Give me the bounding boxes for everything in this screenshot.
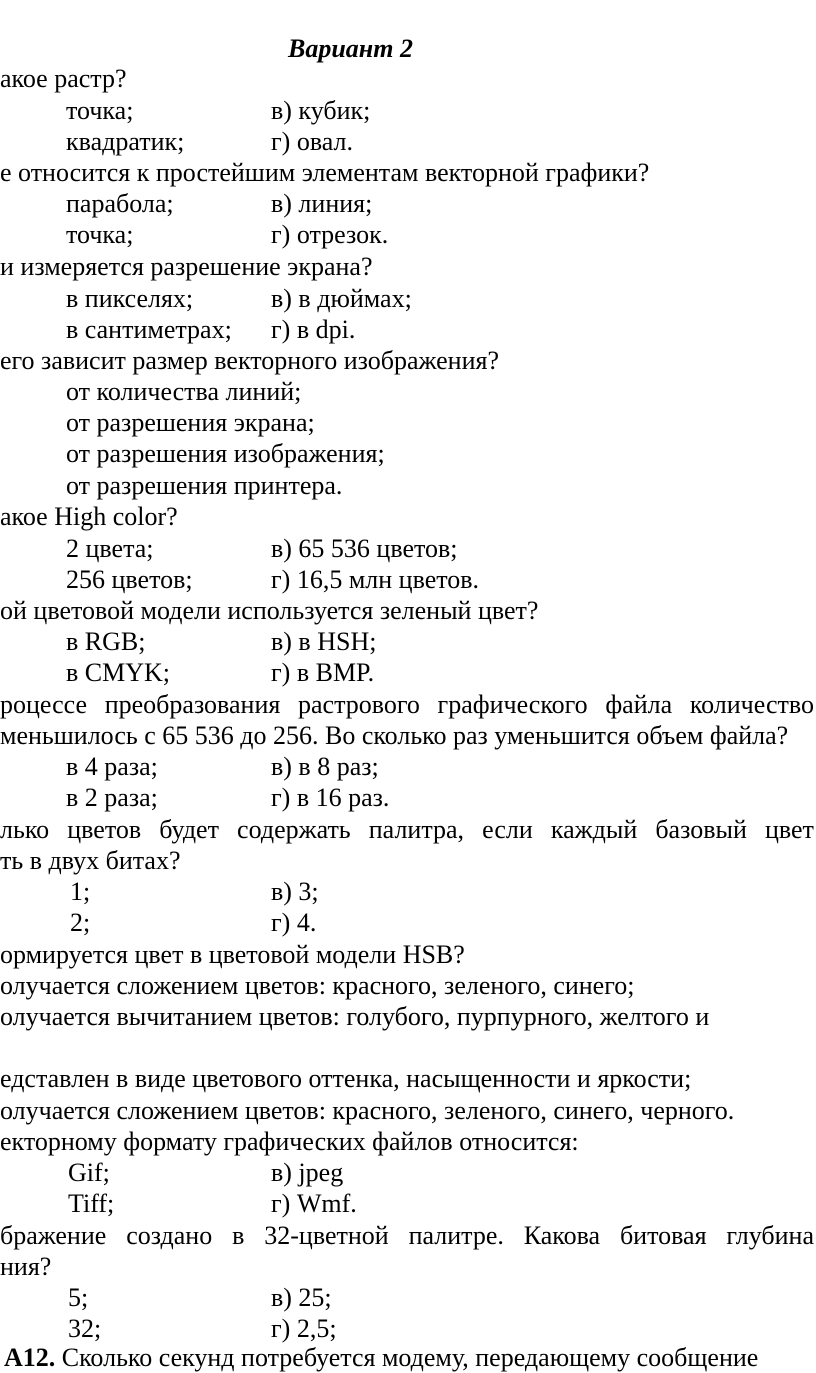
word: цвет (764, 815, 814, 844)
option-b: в сантиметрах; (66, 315, 232, 344)
word: роцессе (0, 690, 88, 719)
option-c: в) в 8 раз; (271, 752, 379, 781)
question-11-line-2: ния? (0, 1252, 52, 1281)
question-11-line-1 (0, 1221, 814, 1251)
option-b: 32; (68, 1314, 102, 1343)
word: содержать (237, 815, 351, 844)
word: если (482, 815, 533, 844)
option-d: г) в 16 раз. (271, 783, 390, 812)
page-title: Вариант 2 (288, 34, 413, 63)
question-12-number: А12. (4, 1343, 56, 1372)
option-a: точка; (66, 96, 134, 125)
word: Какова (523, 1221, 601, 1250)
option-a: 2 цвета; (66, 534, 154, 563)
option-c: в) линия; (271, 189, 373, 218)
option-b: 2; (70, 908, 91, 937)
word: создано (126, 1221, 213, 1250)
option-c: в) в дюймах; (271, 284, 412, 313)
question-1: акое растр? (0, 64, 127, 93)
question-8-line-1 (0, 815, 814, 845)
question-7-line-1 (0, 690, 814, 720)
option-c: едставлен в виде цветового оттенка, насыщенности и яркости; (0, 1064, 692, 1093)
option-c: в) 65 536 цветов; (271, 534, 458, 563)
option-c: от разрешения изображения; (66, 439, 385, 468)
question-5: акое High color? (0, 502, 178, 531)
option-b: олучается вычитанием цветов: голубого, пурпурного, желтого и (0, 1002, 710, 1031)
option-b: в 2 раза; (66, 783, 158, 812)
option-d: от разрешения принтера. (66, 471, 343, 500)
word: 32-цветной (264, 1221, 389, 1250)
option-b: 256 цветов; (66, 565, 193, 594)
question-6: ой цветовой модели используется зеленый цвет? (0, 596, 539, 625)
question-4: его зависит размер векторного изображения? (0, 346, 500, 375)
question-9: ормируется цвет в цветовой модели HSB? (0, 940, 465, 969)
option-d: олучается сложением цветов: красного, зеленого, синего, черного. (0, 1096, 735, 1125)
option-c: в) 3; (271, 877, 319, 906)
word: файла (605, 690, 673, 719)
question-12 (4, 1343, 758, 1373)
option-d: г) в dpi. (271, 315, 356, 344)
option-a: 5; (68, 1283, 89, 1312)
option-a: 1; (70, 877, 91, 906)
question-3: и измеряется разрешение экрана? (0, 252, 373, 281)
word: битовая (619, 1221, 707, 1250)
option-a: олучается сложением цветов: красного, зеленого, синего; (0, 971, 635, 1000)
word: палитра, (368, 815, 465, 844)
option-a: от количества линий; (66, 377, 302, 406)
word: бражение (0, 1221, 107, 1250)
word: графического (437, 690, 588, 719)
option-d: г) отрезок. (271, 220, 389, 249)
question-12-text: Сколько секунд потребуется модему, передающему сообщение (55, 1343, 759, 1372)
option-a: Gif; (68, 1158, 110, 1187)
option-b: квадратик; (66, 127, 185, 156)
option-b: Tiff; (68, 1189, 115, 1218)
option-d: г) овал. (271, 127, 353, 156)
word: лько (0, 815, 50, 844)
word: преобразования (104, 690, 281, 719)
word: глубина (726, 1221, 814, 1250)
option-d: г) в BMP. (271, 658, 375, 687)
question-2: е относится к простейшим элементам векторной графики? (0, 158, 650, 187)
option-c: в) кубик; (271, 96, 371, 125)
option-c: в) jpeg (271, 1158, 344, 1187)
option-d: г) 4. (271, 908, 317, 937)
option-a: в 4 раза; (66, 752, 158, 781)
word: в (232, 1221, 245, 1250)
option-d: г) 2,5; (271, 1314, 337, 1343)
option-d: г) 16,5 млн цветов. (271, 565, 480, 594)
option-a: в пикселях; (66, 284, 194, 313)
option-b: от разрешения экрана; (66, 408, 315, 437)
word: базовый (655, 815, 747, 844)
question-7-line-2: меньшилось с 65 536 до 256. Во сколько раз уменьшится объем файла? (0, 721, 789, 750)
option-d: г) Wmf. (271, 1189, 357, 1218)
word: палитре. (408, 1221, 504, 1250)
option-c: в) в HSH; (271, 627, 377, 656)
option-b: точка; (66, 220, 134, 249)
word: количество (689, 690, 814, 719)
option-c: в) 25; (271, 1283, 332, 1312)
word: цветов (67, 815, 142, 844)
question-10: екторному формату графических файлов относится: (0, 1127, 579, 1156)
option-b: в CMYK; (66, 658, 171, 687)
option-a: в RGB; (66, 627, 146, 656)
option-a: парабола; (66, 189, 174, 218)
word: растрового (298, 690, 420, 719)
word: каждый (550, 815, 638, 844)
question-8-line-2: ть в двух битах? (0, 846, 181, 875)
word: будет (159, 815, 219, 844)
